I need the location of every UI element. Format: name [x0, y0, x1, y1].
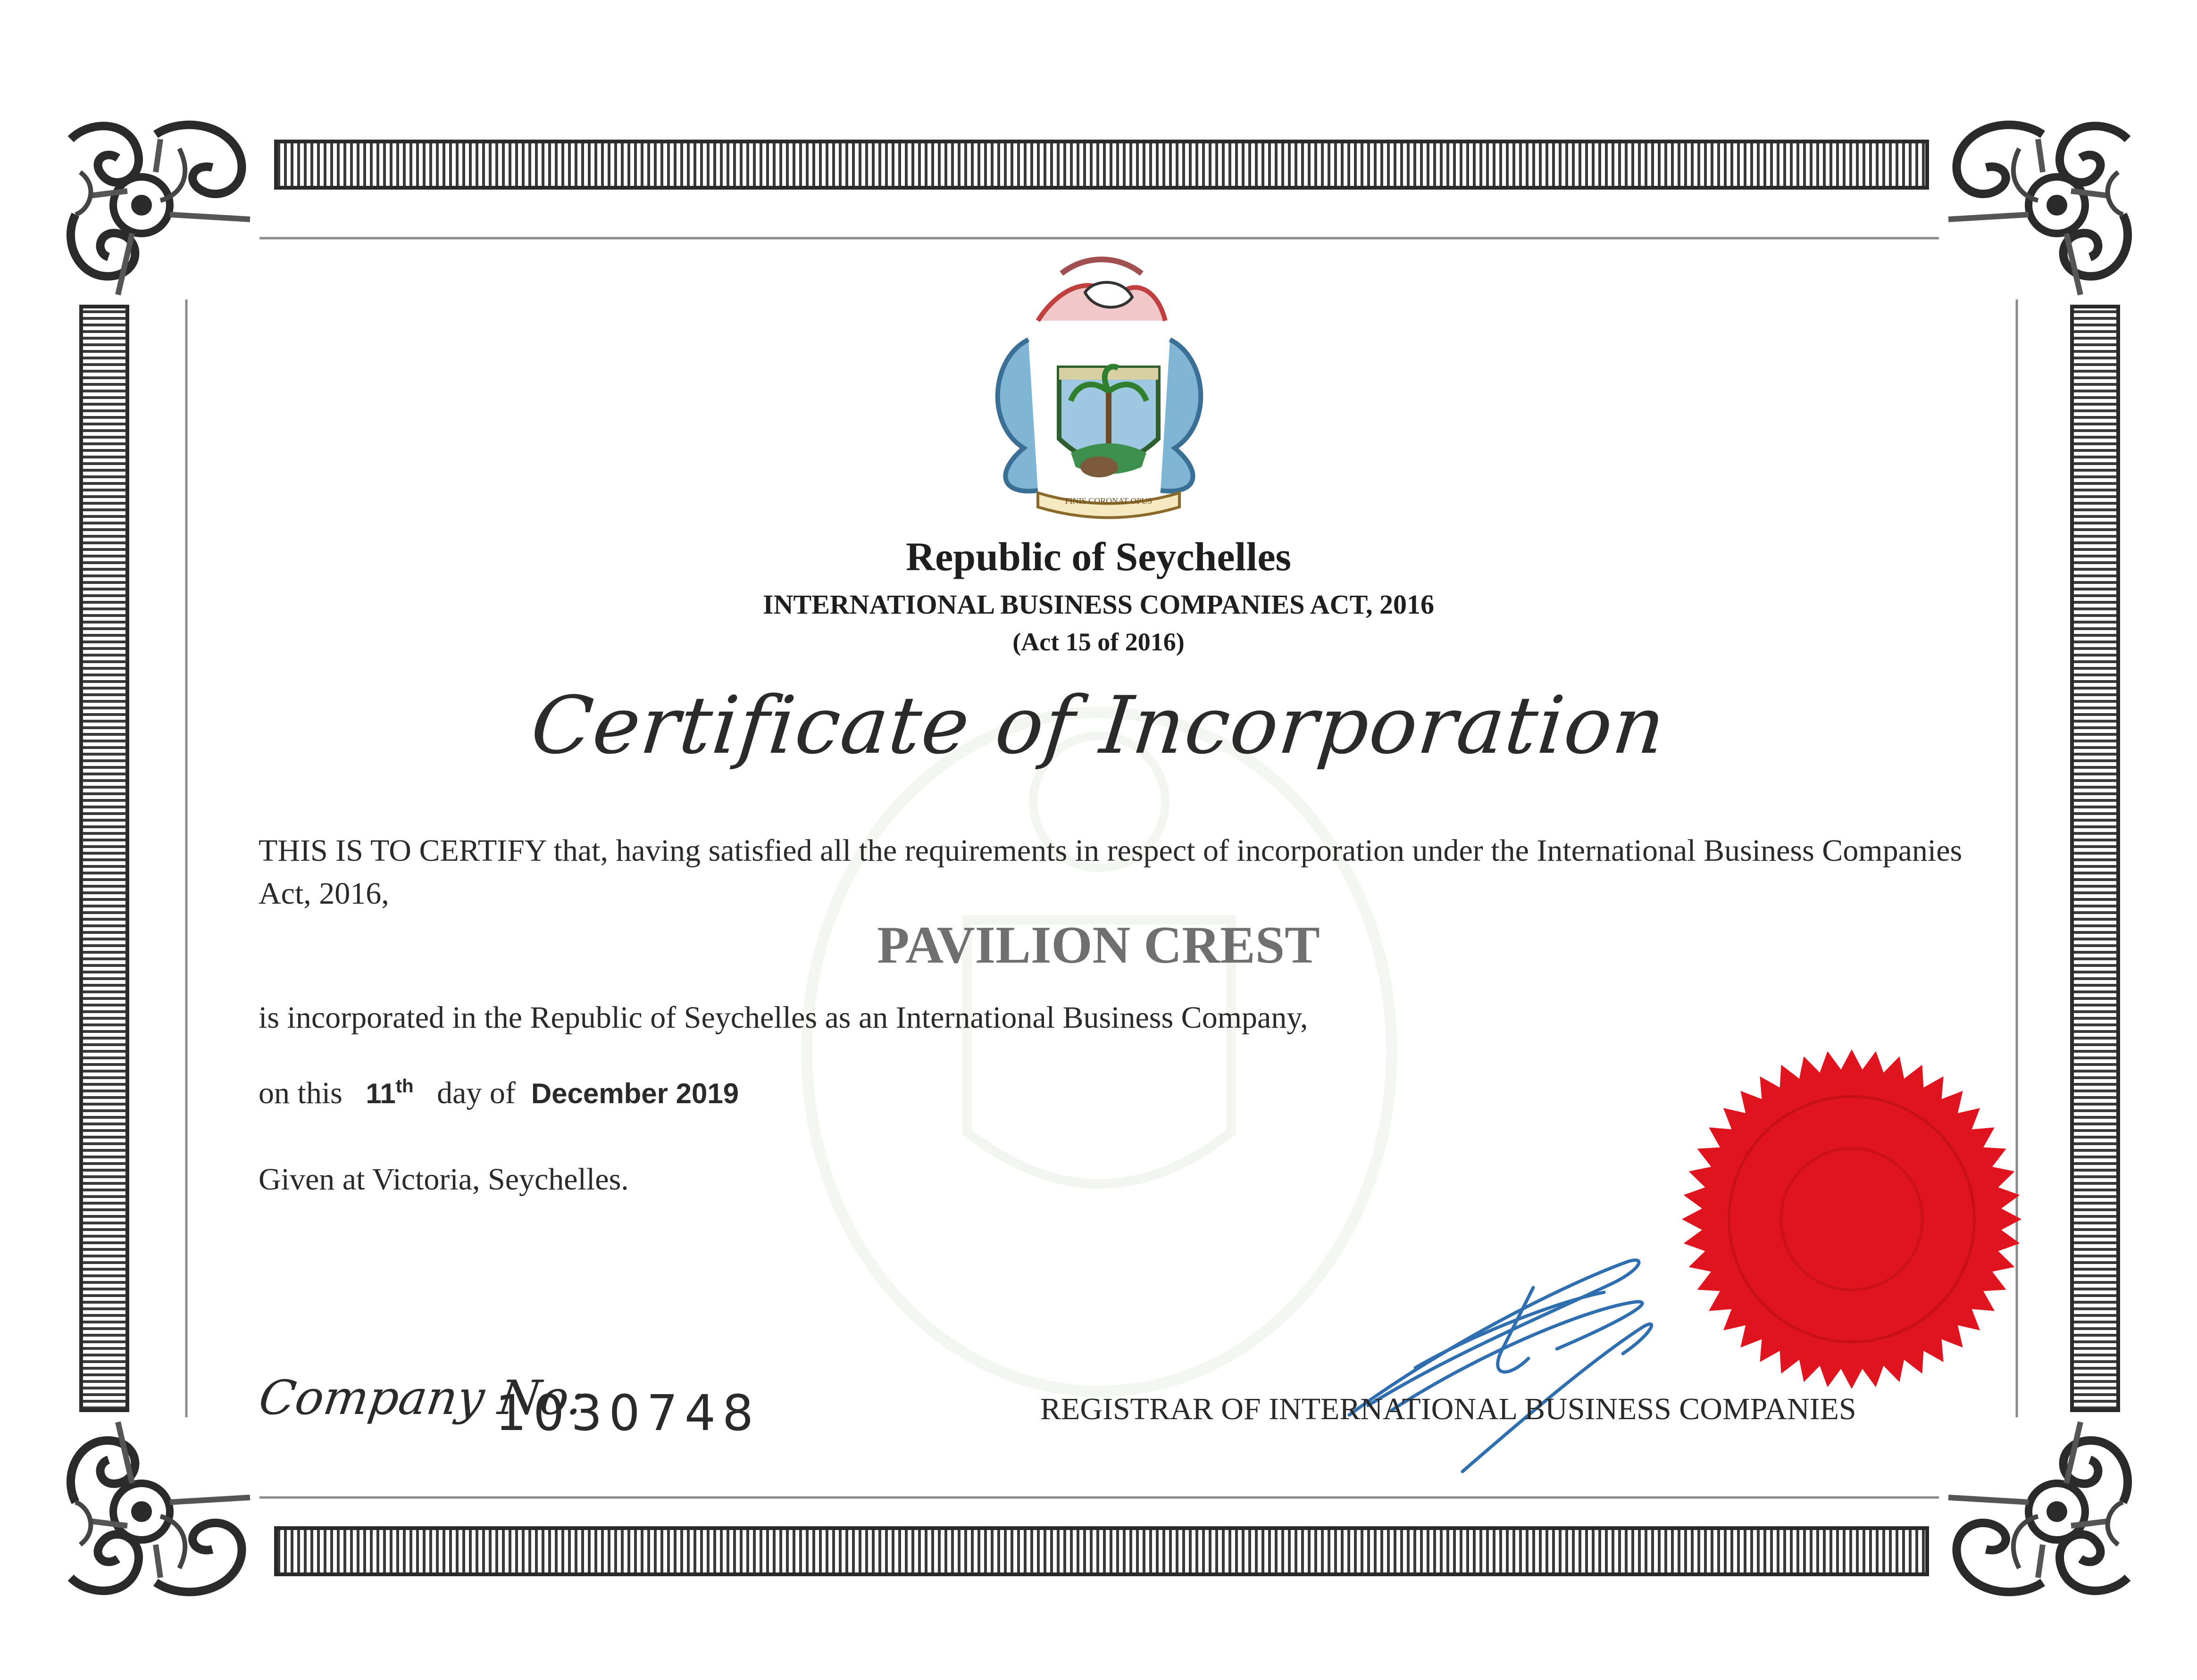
emblem-motto: FINIS CORONAT OPUS — [1065, 496, 1153, 506]
given-at-line: Given at Victoria, Seychelles. — [259, 1162, 629, 1197]
company-number: 1030748 — [495, 1384, 760, 1442]
watermark-emblem — [807, 712, 1392, 1391]
signature-icon — [1349, 1260, 1652, 1472]
day-suffix: th — [395, 1076, 414, 1097]
corner-ornament-bottom-right — [1939, 1417, 2137, 1597]
corner-ornament-top-right — [1939, 120, 2137, 299]
day-number: 11 — [366, 1078, 396, 1109]
registrar-title: REGISTRAR OF INTERNATIONAL BUSINESS COMPANIES — [1040, 1392, 1856, 1426]
date-prefix: on this — [259, 1076, 342, 1110]
red-wax-seal-icon — [1682, 1049, 2022, 1389]
date-middle: day of — [437, 1076, 516, 1110]
company-name: PAVILION CREST — [877, 916, 1320, 974]
incorporation-date-line — [259, 1072, 739, 1114]
country-name: Republic of Seychelles — [906, 534, 1291, 579]
corner-ornament-bottom-left — [61, 1417, 259, 1597]
incorporated-statement: is incorporated in the Republic of Seychelles as an International Business Company, — [259, 1000, 1308, 1035]
act-title: INTERNATIONAL BUSINESS COMPANIES ACT, 2016 — [763, 589, 1434, 620]
company-number-label: Company No: — [255, 1370, 589, 1425]
certify-paragraph: THIS IS TO CERTIFY that, having satisfied all the requirements in respect of incorporation under the International Business Companies Act, 2016, — [259, 833, 1963, 911]
certificate-title: Certificate of Incorporation — [526, 679, 1671, 772]
act-number: (Act 15 of 2016) — [1012, 628, 1185, 656]
month-year: December 2019 — [531, 1078, 739, 1109]
corner-ornament-top-left — [61, 120, 259, 299]
seychelles-coat-of-arms-icon — [998, 259, 1201, 518]
